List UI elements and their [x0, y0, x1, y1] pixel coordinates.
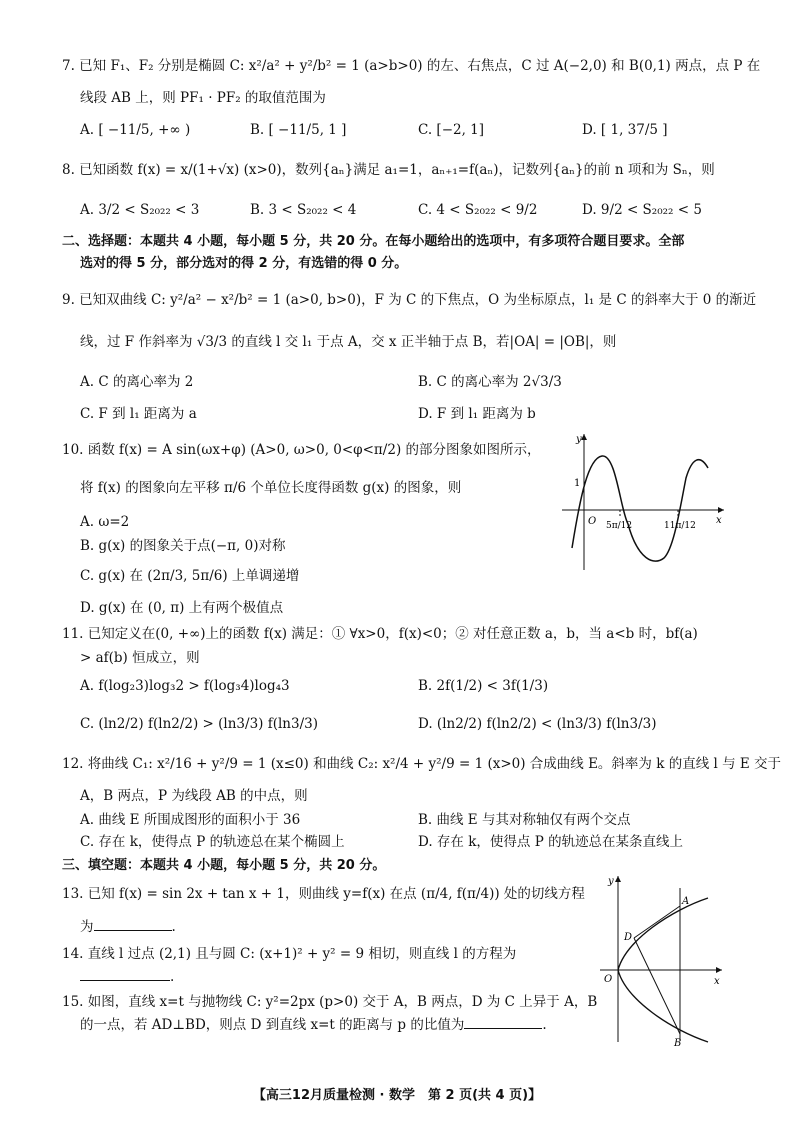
q9-option-c: C. F 到 l₁ 距离为 a	[80, 406, 197, 422]
q10-option-a: A. ω=2	[80, 514, 130, 530]
q15-label-origin: O	[604, 974, 613, 985]
q9-option-b: B. C 的离心率为 2√3/3	[418, 374, 562, 390]
q15-label-y: y	[608, 876, 614, 887]
q7-option-a: A. [ −11/5, +∞ )	[80, 122, 191, 138]
q12-line2: A，B 两点，P 为线段 AB 的中点，则	[80, 788, 308, 804]
q12-option-c: C. 存在 k，使得点 P 的轨迹总在某个椭圆上	[80, 834, 345, 850]
q13-line2: 为 .	[80, 916, 176, 937]
q8-line1: 8. 已知函数 f(x) = x/(1+√x) (x>0)，数列{aₙ}满足 a₁=1，aₙ₊₁=f(aₙ)，记数列{aₙ}的前 n 项和为 Sₙ，则	[62, 162, 715, 178]
q7-option-b: B. [ −11/5, 1 ]	[250, 122, 347, 138]
q11-option-c: C. (ln2/2) f(ln2/2) > (ln3/3) f(ln3/3)	[80, 716, 318, 732]
q10-line2: 将 f(x) 的图象向左平移 π/6 个单位长度得函数 g(x) 的图象，则	[80, 480, 462, 496]
q10-option-c: C. g(x) 在 (2π/3, 5π/6) 上单调递增	[80, 568, 300, 584]
q11-option-a: A. f(log₂3)log₃2 > f(log₃4)log₄3	[80, 678, 290, 694]
q15-segment-bd	[634, 938, 680, 1034]
q15-label-x: x	[714, 976, 720, 987]
q12-option-b: B. 曲线 E 与其对称轴仅有两个交点	[418, 812, 631, 828]
q15-segment-ad	[634, 906, 680, 938]
q12-option-a: A. 曲线 E 所围成图形的面积小于 36	[80, 812, 301, 828]
q7-line1: 7. 已知 F₁、F₂ 分别是椭圆 C: x²/a² + y²/b² = 1 (a>b>0) 的左、右焦点，C 过 A(−2,0) 和 B(0,1) 两点，点 P 在	[62, 58, 761, 74]
q10-option-b: B. g(x) 的图象关于点(−π, 0)对称	[80, 538, 286, 554]
q10-x-arrow-icon	[718, 507, 724, 513]
q10-sine-graph	[558, 428, 728, 574]
q15-line2: 的一点，若 AD⊥BD，则点 D 到直线 x=t 的距离与 p 的比值为 .	[80, 1014, 547, 1035]
section2-note: 选对的得 5 分，部分选对的得 2 分，有选错的得 0 分。	[80, 256, 408, 271]
q11-option-b: B. 2f(1/2) < 3f(1/3)	[418, 678, 549, 694]
q13-answer-blank[interactable]	[94, 916, 172, 931]
q11-line1: 11. 已知定义在(0, +∞)上的函数 f(x) 满足：① ∀x>0，f(x)<0；② 对任意正数 a，b，当 a<b 时，bf(a)	[62, 626, 698, 642]
q15-line1: 15. 如图，直线 x=t 与抛物线 C: y²=2px (p>0) 交于 A，B 两点，D 为 C 上异于 A，B	[62, 994, 598, 1010]
q15-label-b: B	[674, 1038, 682, 1046]
q10-line1: 10. 函数 f(x) = A sin(ωx+φ) (A>0, ω>0, 0<φ<π/2) 的部分图象如图所示，	[62, 442, 541, 458]
q8-option-a: A. 3/2 < S₂₀₂₂ < 3	[80, 202, 200, 218]
q10-y-arrow-icon	[581, 434, 587, 440]
q8-option-d: D. 9/2 < S₂₀₂₂ < 5	[582, 202, 702, 218]
q14-line1: 14. 直线 l 过点 (2,1) 且与圆 C: (x+1)² + y² = 9 相切，则直线 l 的方程为	[62, 946, 517, 962]
q8-option-c: C. 4 < S₂₀₂₂ < 9/2	[418, 202, 538, 218]
q9-line2: 线，过 F 作斜率为 √3/3 的直线 l 交 l₁ 于点 A，交 x 正半轴于点 B，若|OA| = |OB|，则	[80, 334, 617, 350]
q15-label-a: A	[682, 896, 690, 907]
q7-option-d: D. [ 1, 37/5 ]	[582, 122, 668, 138]
q10-label-one: 1	[574, 478, 581, 489]
q9-option-a: A. C 的离心率为 2	[80, 374, 194, 390]
page-footer: 【高三12月质量检测 · 数学 第 2 页(共 4 页)】	[252, 1088, 542, 1103]
q10-label-y: y	[576, 434, 582, 445]
q13-line1: 13. 已知 f(x) = sin 2x + tan x + 1，则曲线 y=f(x) 在点 (π/4, f(π/4)) 处的切线方程	[62, 886, 585, 902]
q10-label-11pi12: 11π/12	[664, 521, 696, 531]
q10-sine-curve	[572, 456, 708, 561]
q10-label-x: x	[716, 515, 722, 526]
section3-heading: 三、填空题：本题共 4 小题，每小题 5 分，共 20 分。	[62, 858, 386, 873]
q9-option-d: D. F 到 l₁ 距离为 b	[418, 406, 536, 422]
q8-option-b: B. 3 < S₂₀₂₂ < 4	[250, 202, 357, 218]
q15-answer-blank[interactable]	[464, 1014, 542, 1029]
q15-x-arrow-icon	[716, 967, 722, 973]
q7-line2: 线段 AB 上，则 PF₁ · PF₂ 的取值范围为	[80, 90, 326, 106]
q15-y-arrow-icon	[615, 876, 621, 882]
q14-line2: .	[80, 966, 174, 987]
q10-label-5pi12: 5π/12	[606, 521, 633, 531]
q12-option-d: D. 存在 k，使得点 P 的轨迹总在某条直线上	[418, 834, 684, 850]
q9-line1: 9. 已知双曲线 C: y²/a² − x²/b² = 1 (a>0, b>0)，F 为 C 的下焦点，O 为坐标原点，l₁ 是 C 的斜率大于 0 的渐近	[62, 292, 757, 308]
q15-label-d: D	[624, 932, 633, 943]
q15-line2-text: 的一点，若 AD⊥BD，则点 D 到直线 x=t 的距离与 p 的比值为	[80, 1017, 465, 1033]
section2-heading: 二、选择题：本题共 4 小题，每小题 5 分，共 20 分。在每小题给出的选项中，有多项符合题目要求。全部	[62, 234, 685, 249]
q10-label-origin: O	[588, 516, 597, 527]
q14-answer-blank[interactable]	[80, 966, 170, 981]
q13-line2-text: 为	[80, 919, 94, 935]
q11-line2: > af(b) 恒成立，则	[80, 650, 200, 666]
q10-option-d: D. g(x) 在 (0, π) 上有两个极值点	[80, 600, 284, 616]
q15-parabola-graph	[596, 870, 726, 1046]
q11-option-d: D. (ln2/2) f(ln2/2) < (ln3/3) f(ln3/3)	[418, 716, 657, 732]
q7-option-c: C. [−2, 1]	[418, 122, 485, 138]
q12-line1: 12. 将曲线 C₁: x²/16 + y²/9 = 1 (x≤0) 和曲线 C₂: x²/4 + y²/9 = 1 (x>0) 合成曲线 E。斜率为 k 的直线 l 与 E 交于	[62, 756, 782, 772]
